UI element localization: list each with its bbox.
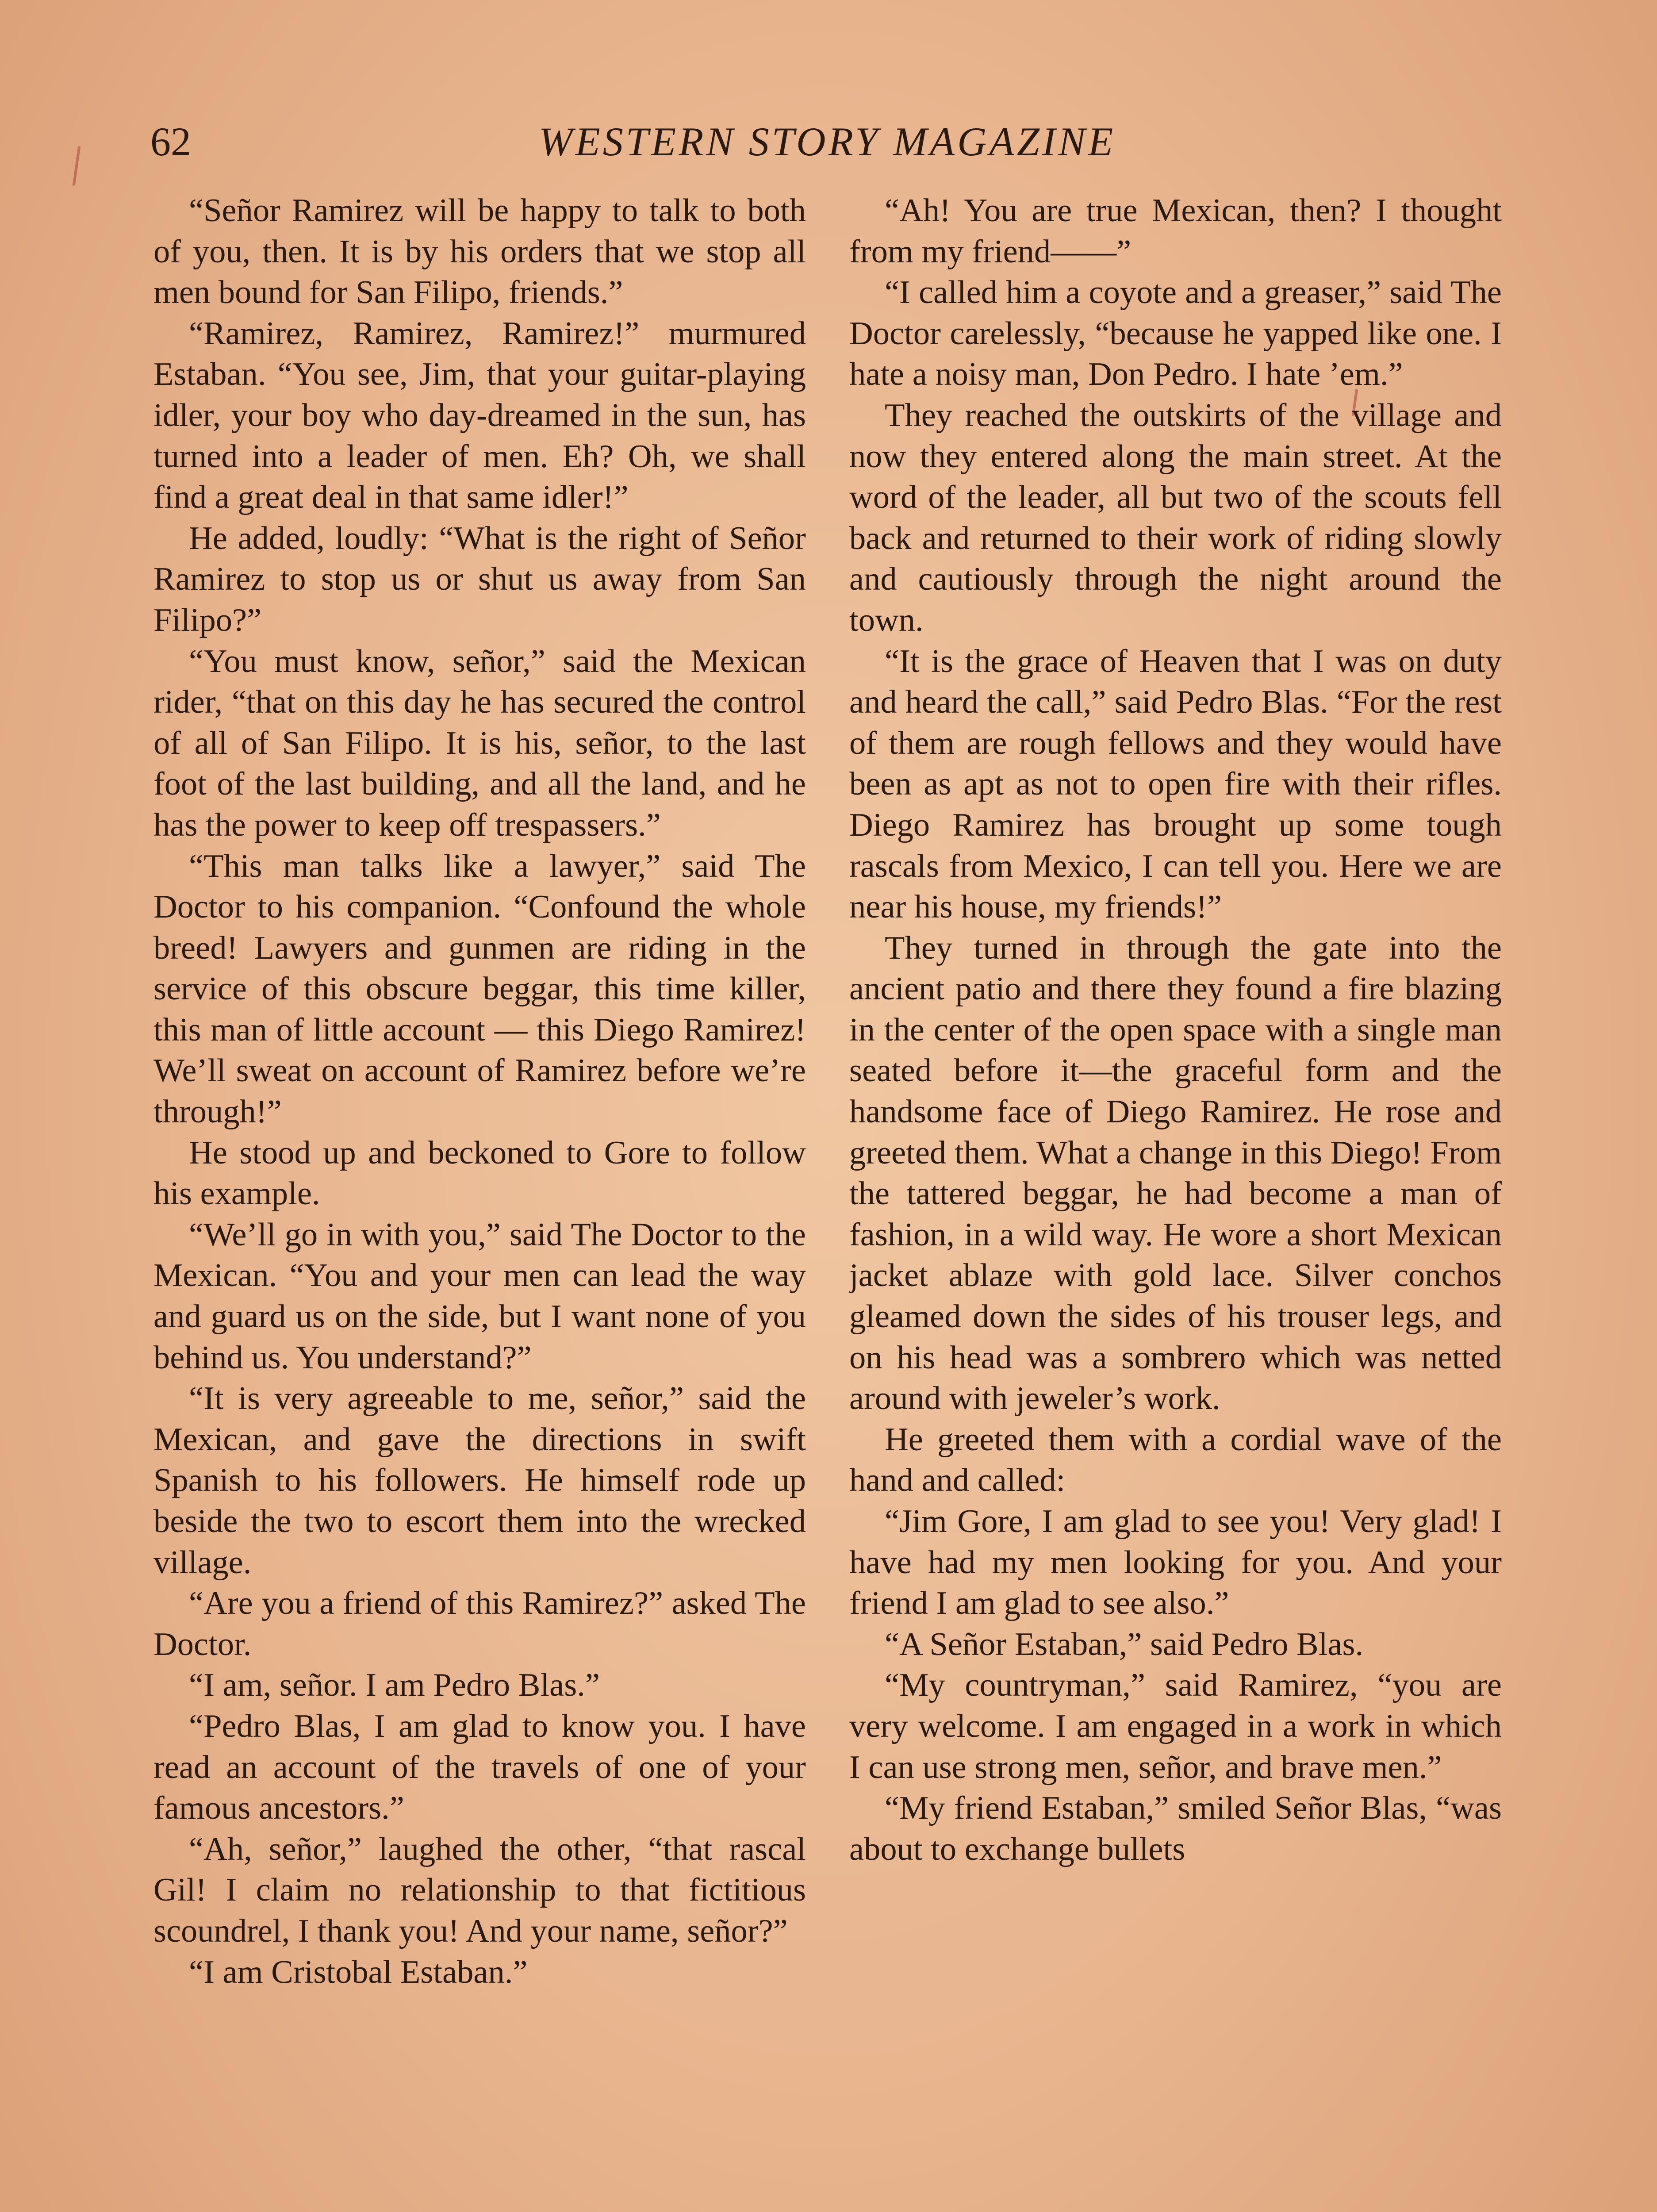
paragraph: “Pedro Blas, I am glad to know you. I have read an account of the travels of one of your famous ancestors.”: [153, 1708, 806, 1827]
paragraph: “Ah! You are true Mexican, then? I thought from my friend——”: [849, 192, 1502, 270]
paragraph: “Ah, señor,” laughed the other, “that rascal Gil! I claim no relationship to that fictitious scoundrel, I thank you! And your name, señor?”: [153, 1831, 806, 1949]
paragraph: “A Señor Estaban,” said Pedro Blas.: [885, 1626, 1364, 1663]
paragraph: They reached the outskirts of the village and now they entered along the main street. At the word of the leader, all but two of the scouts fell back and returned to their work of riding slowly and cautiously through the night around the town.: [849, 397, 1502, 638]
paragraph: “This man talks like a lawyer,” said The Doctor to his companion. “Confound the whole breed! Lawyers and gunmen are riding in the service of this obscure beggar, this time killer, this man of little account — this Diego Ramirez! We’ll sweat on account of Ramirez before we’re through!”: [153, 848, 806, 1130]
paragraph: “Jim Gore, I am glad to see you! Very glad! I have had my men looking for you. And your friend I am glad to see also.”: [849, 1503, 1502, 1622]
paragraph: “Are you a friend of this Ramirez?” asked The Doctor.: [153, 1585, 806, 1663]
paragraph: “I am Cristobal Estaban.”: [189, 1954, 528, 1990]
paragraph: He added, loudly: “What is the right of Señor Ramirez to stop us or shut us away from San Filipo?”: [153, 520, 806, 638]
paragraph: “You must know, señor,” said the Mexican rider, “that on this day he has secured the control of all of San Filipo. It is his, señor, to the last foot of the last building, and all the land, and he has the power to keep off trespassers.”: [153, 643, 806, 843]
paragraph: “My friend Estaban,” smiled Señor Blas, “was about to exchange bullets: [849, 1790, 1502, 1867]
paragraph: “We’ll go in with you,” said The Doctor to the Mexican. “You and your men can lead the way and guard us on the side, but I want none of you behind us. You understand?”: [153, 1216, 806, 1376]
right-column: [849, 190, 1502, 2212]
page-header: [150, 111, 1504, 173]
paragraph: “I am, señor. I am Pedro Blas.”: [189, 1667, 600, 1704]
page-number: 62: [150, 119, 191, 164]
left-column: [153, 190, 806, 2212]
paragraph: “I called him a coyote and a greaser,” said The Doctor carelessly, “because he yapped like one. I hate a noisy man, Don Pedro. I hate ’em.”: [849, 274, 1502, 393]
paragraph: “Ramirez, Ramirez, Ramirez!” murmured Estaban. “You see, Jim, that your guitar-playing idler, your boy who day-dreamed in the sun, has turned into a leader of men. Eh? Oh, we shall find a great deal in that same idler!”: [153, 315, 806, 516]
paragraph: “It is very agreeable to me, señor,” said the Mexican, and gave the directions in swift Spanish to his followers. He himself rode up beside the two to escort them into the wrecked village.: [153, 1380, 806, 1581]
paragraph: He greeted them with a cordial wave of the hand and called:: [849, 1421, 1502, 1499]
paragraph: They turned in through the gate into the ancient patio and there they found a fire blazing in the center of the open space with a single man seated before it—the graceful form and the handsome face of Diego Ramirez. He rose and greeted them. What a change in this Diego! From the tattered beggar, he had become a man of fashion, in a wild way. He wore a short Mexican jacket ablaze with gold lace. Silver conchos gleamed down the sides of his trouser legs, and on his head was a sombrero which was netted around with jeweler’s work.: [849, 929, 1502, 1417]
pencil-mark: [73, 146, 81, 186]
running-head: WESTERN STORY MAGAZINE: [538, 119, 1116, 164]
paragraph: “My countryman,” said Ramirez, “you are very welcome. I am engaged in a work in which I can use strong men, señor, and brave men.”: [849, 1667, 1502, 1786]
paragraph: “Señor Ramirez will be happy to talk to both of you, then. It is by his orders that we stop all men bound for San Filipo, friends.”: [153, 192, 806, 311]
paragraph: “It is the grace of Heaven that I was on duty and heard the call,” said Pedro Blas. “For the rest of them are rough fellows and they would have been as apt as not to open fire with their rifles. Diego Ramirez has brought up some tough rascals from Mexico, I can tell you. Here we are near his house, my friends!”: [849, 643, 1502, 926]
paragraph: He stood up and beckoned to Gore to follow his example.: [153, 1134, 806, 1212]
